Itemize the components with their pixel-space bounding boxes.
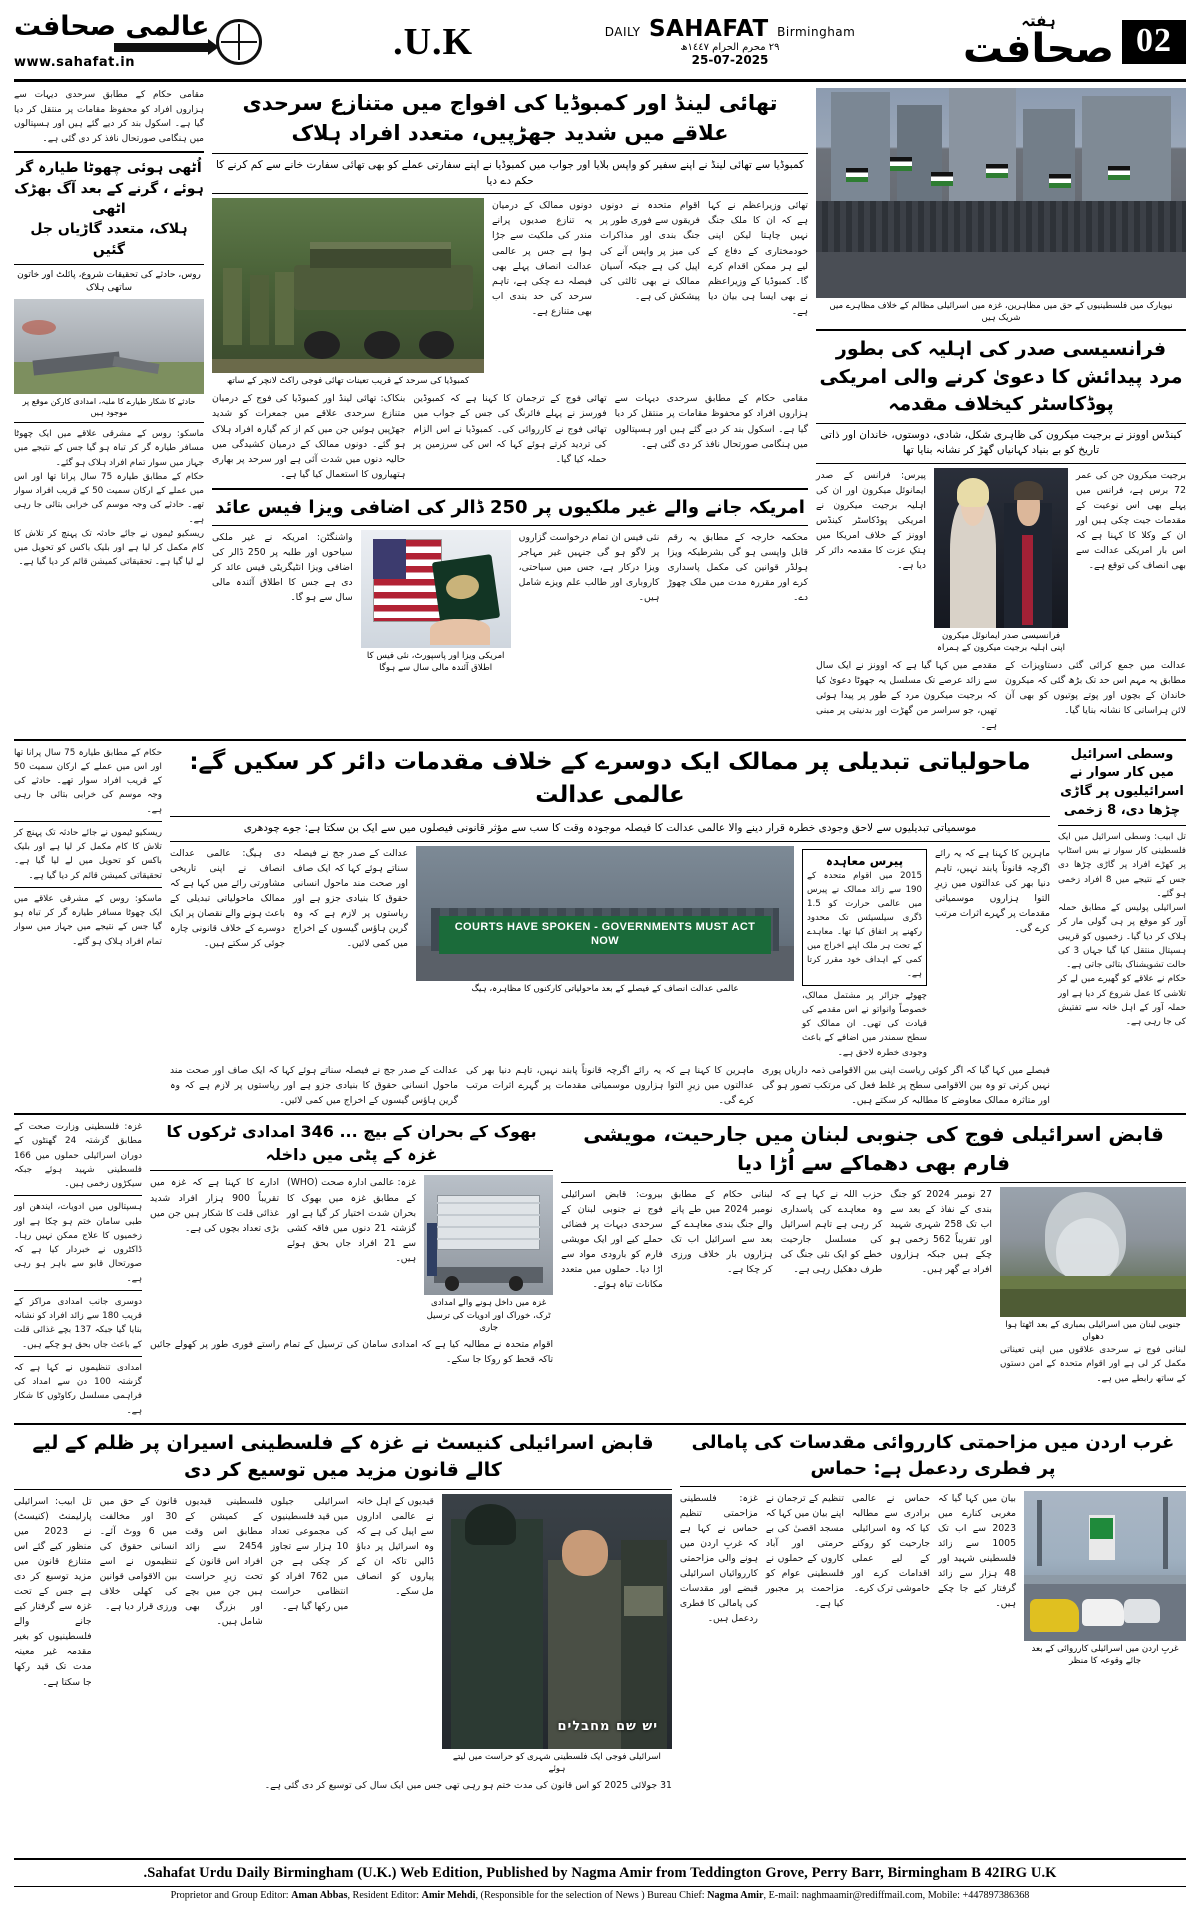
passport-photo-caption: امریکی ویزا اور پاسپورٹ، نئی فیس کا اطلاق آئندہ مالی سال سے ہوگا	[366, 650, 505, 673]
macron-col-3: عدالت میں جمع کرائی گئی دستاویزات کے مطابق یہ مہم اس حد تک بڑھ گئی کہ میکرون خاندان کے بچوں اور پوتے پوتیوں کو بھی آن لائن ہراسانی کا نشانہ بنایا گیا۔	[1005, 660, 1186, 717]
footer-publisher-line: Sahafat Urdu Daily Birmingham (U.K.) Web Edition, Published by Nagma Amir from Teddington Grove, Perry Barr, Birmingham B 42IRG U.K.	[14, 1858, 1186, 1882]
passport-photo	[361, 530, 511, 648]
lebanon-col-1: بیروت: قابض اسرائیلی فوج نے جنوبی لبنان کے سرحدی دیہات پر فضائی حملے کیے اور ایک مویشی فارم کو بارودی مواد سے اڑا دیا۔ حملوں میں متعدد مکانات تباہ ہوئے۔	[561, 1189, 663, 1291]
climate-col-5: ماہرین کا کہنا ہے کہ یہ رائے اگرچہ قانوناً پابند نہیں، تاہم دنیا بھر کی عدالتوں میں زیرِ التوا ہزاروں موسمیاتی مقدمات پر گہرے اثرات مرتب کرے گی۔	[935, 847, 1050, 935]
knesset-col-6: 31 جولائی 2025 کو اس قانون کی مدت ختم ہو رہی تھی جس میں ایک سال کی توسیع کر دی گئی ہے۔	[264, 1780, 672, 1791]
gaza-hunger-col-2: ہسپتالوں میں ادویات، ایندھن اور طبی سامان ختم ہو چکا ہے اور زخمیوں کا علاج ممکن نہیں رہا۔ ڈاکٹروں نے خبردار کیا ہے کہ صورتحال قابو سے باہر ہو رہی ہے۔	[14, 1202, 142, 1284]
knesset-col-1: تل ابیب: اسرائیلی پارلیمنٹ (کنیسٹ) نے 2023 میں منظور کیے گئے اس متنازع قانون میں مزید توسیع کر دی ہے جس کے تحت غزہ سے گرفتار کیے جانے والے فلسطینیوں کو بغیر مقدمہ غیر معینہ مدت تک قید رکھا جا سکتا ہے۔	[14, 1495, 92, 1688]
hamas-col-3: حماس نے عالمی برادری سے مطالبہ کیا کہ وہ اسرائیلی جارحیت کو روکنے کے لیے عملی اقدامات کرے اور خاموشی ترک کرے۔	[851, 1493, 930, 1595]
israel-car-headline: وسطی اسرائیل میں کار سوار نے اسرائیلیوں پر گاڑی چڑھا دی، 8 زخمی	[1060, 746, 1184, 819]
protest-photo	[816, 88, 1186, 298]
knesset-col-4: اسرائیلی جیلوں میں قید فلسطینیوں کی مجموعی تعداد 10 ہزار سے تجاوز کر چکی ہے جن میں 762 افراد کو انتظامی حراست میں رکھا گیا ہے۔	[270, 1495, 349, 1613]
urdu-logo-text: صحافت	[962, 26, 1114, 72]
hamas-headline: غرب اردن میں مزاحمتی کارروائی مقدسات کی پامالی پر فطری ردعمل ہے: حماس	[691, 1431, 1175, 1479]
plane-crash-col-2: حکام کے مطابق طیارہ 75 سال پرانا تھا اور اس میں عملے کے ارکان سمیت 50 کے قریب افراد سوار تھے۔ حادثے کی وجہ موسم کی خرابی بتائی جا رہی ہے۔	[14, 471, 204, 525]
knesset-col-5: قیدیوں کے اہل خانہ نے عالمی اداروں سے اپیل کی ہے کہ وہ اسرائیل پر دباؤ ڈالیں تاکہ ان کے پیاروں کو انصاف مل سکے۔	[356, 1495, 434, 1598]
launcher-photo-caption: کمبوڈیا کی سرحد کے قریب تعینات تھائی فوجی راکٹ لانچر کے ساتھ	[226, 376, 470, 387]
section-top	[14, 88, 1186, 734]
plane-crash-headline: اُٹھی ہوئی چھوٹا طیارہ گر ہوئے ، گرنے کے بعد آگ بھڑک اٹھی	[14, 160, 204, 217]
photo-overlay-text: יש שם מחבלים	[557, 1718, 659, 1734]
climate-block	[170, 746, 1050, 1109]
israel-car-block	[1058, 746, 1186, 1109]
visa-col-1: واشنگٹن: امریکہ نے غیر ملکی سیاحوں اور طلبہ پر 250 ڈالر کی اضافی ویزا انٹیگریٹی فیس عائد کر دی ہے جس کا اطلاق آئندہ مالی سال سے ہو گا۔	[211, 531, 353, 603]
footer-label-bureau: , (Responsible for the selection of News ) Bureau Chief:	[475, 1890, 705, 1901]
macron-col-4: برجیت میکرون جن کی عمر 72 برس ہے، فرانس میں پہلے بھی اس نوعیت کے مقدمات جیت چکی ہیں اور ان کے وکلا کا کہنا ہے کہ اس بار امریکی عدالت سے بھی انصاف کی توقع ہے۔	[1076, 470, 1186, 572]
column-mid-top	[212, 88, 808, 734]
gaza-aid-col-2: ادارے کا کہنا ہے کہ غزہ میں تقریباً 900 ہزار افراد شدید غذائی قلت کا شکار ہیں جن میں بڑی تعداد بچوں کی ہے۔	[150, 1177, 280, 1234]
visa-headline: امریکہ جانے والے غیر ملکیوں پر 250 ڈالر کی اضافی ویزا فیس عائد	[215, 496, 805, 518]
footer-mobile: +447897386368	[962, 1890, 1030, 1901]
footer-label-proprietor: Proprietor and Group Editor:	[170, 1890, 289, 1901]
masthead	[14, 10, 1186, 82]
rocket-launcher-photo	[212, 198, 484, 373]
thailand-col-5: اقوام متحدہ نے دونوں فریقوں سے فوری طور پر جنگ بندی اور مذاکرات کی میز پر واپس آنے کی اپیل کی ہے جبکہ آسیان ممالک نے بھی ثالثی کی پیشکش کی ہے۔	[600, 200, 700, 302]
globe-icon	[216, 19, 262, 65]
thailand-col-4: دونوں ممالک کے درمیان یہ تنازع صدیوں پرانے مندر کی ملکیت سے جڑا ہوا ہے جس پر عالمی عدالت انصاف پہلے بھی فیصلہ دے چکی ہے، تاہم سرحد کی حد بندی اب بھی متنازع ہے۔	[492, 200, 592, 317]
masthead-center	[605, 16, 856, 68]
gaza-aid-col-1: غزہ: عالمی ادارہ صحت (WHO) کے مطابق غزہ میں بھوک کا بحران شدت اختیار کر گیا ہے اور گزشتہ 21 دنوں میں فاقہ کشی سے 21 افراد جاں بحق ہوئے ہیں۔	[287, 1177, 417, 1264]
hamas-street-photo	[1024, 1491, 1186, 1641]
section-lebanon	[14, 1120, 1186, 1418]
footer-email[interactable]: naghmaamir@rediffmail.com	[801, 1890, 923, 1901]
gaza-aid-col-3: اقوام متحدہ نے مطالبہ کیا ہے کہ امدادی سامان کی ترسیل کے تمام راستے فوری طور پر کھولے جائیں تاکہ قحط کو روکا جا سکے۔	[150, 1338, 554, 1365]
thailand-sidebar-text: مقامی حکام کے مطابق سرحدی دیہات سے ہزاروں افراد کو محفوظ مقامات پر منتقل کر دیا گیا ہے۔ اسکول بند کر دیے گئے ہیں اور ہسپتالوں میں ہنگامی صورتحال نافذ کر دی گئی ہے۔	[14, 90, 204, 144]
paris-box-title: پیرس معاہدہ	[825, 853, 904, 868]
israel-car-col-2: اسرائیلی پولیس کے مطابق حملہ آور کو موقع پر ہی گولی مار کر ہلاک کر دیا گیا۔ زخمیوں کو قریبی ہسپتال منتقل کیا گیا جہاں 3 کی حالت تشویشناک بتائی جاتی ہے۔	[1058, 903, 1186, 971]
lebanon-block	[561, 1120, 1186, 1418]
aid-trucks-photo	[424, 1175, 553, 1295]
hamas-col-4: بیان میں کہا گیا کہ مغربی کنارے میں 2023 سے اب تک 1005 سے زائد فلسطینی شہید اور 48 ہزار سے زائد گرفتار کیے جا چکے ہیں۔	[937, 1493, 1016, 1610]
masthead-urdu-date: ٢٩ محرم الحرام ١٤٤٧ھ	[680, 42, 780, 54]
thailand-headline: تھائی لینڈ اور کمبوڈیا کی افواج میں متنازع سرحدی علاقے میں شدید جھڑپیں، متعدد افراد ہلاک	[242, 91, 778, 146]
knesset-col-3: فلسطینی قیدیوں کے کمیشن کے مطابق اس وقت 2454 سے زائد افراد اس قانون کے تحت زیرِ حراست ہیں جن میں بچے اور بزرگ بھی شامل ہیں۔	[185, 1495, 263, 1628]
footer-label-resident: , Resident Editor:	[347, 1890, 420, 1901]
urdu-logo-small: ہفتہ	[1021, 12, 1056, 30]
thailand-subhead: کمبوڈیا سے تھائی لینڈ نے اپنے سفیر کو واپس بلایا اور جواب میں کمبوڈیا نے اپنے سفارتی عملے کو بھی تھائی سفارت خانے سے کم کرنے کا حکم دے دیا	[215, 158, 805, 187]
footer-bureau-chief: Nagma Amir	[707, 1890, 764, 1901]
gaza-aid-block	[150, 1120, 553, 1418]
plane-crash-tail-3: ماسکو: روس کے مشرقی علاقے میں ایک چھوٹا مسافر طیارہ گر کر تباہ ہو گیا جس کے نتیجے میں جہاز میں سوار تمام افراد ہلاک ہو گئے۔	[14, 893, 162, 947]
climate-col-3b: ماہرین کا کہنا ہے کہ یہ رائے اگرچہ قانوناً پابند نہیں، تاہم دنیا بھر کی عدالتوں میں زیرِ التوا ہزاروں موسمیاتی مقدمات پر گہرے اثرات مرتب کرے گی۔	[466, 1064, 754, 1107]
climate-col-3: فیصلے میں کہا گیا کہ اگر کوئی ریاست اپنی بین الاقوامی ذمہ داریاں پوری نہیں کرتی تو وہ بین الاقوامی سطح پر غلط فعل کی مرتکب تصور ہو گی اور متاثرہ ممالک معاوضے کا مطالبہ کر سکتے ہیں۔	[762, 1064, 1050, 1107]
masthead-daily: DAILY	[604, 24, 641, 39]
knesset-col-2: قانون کے حق میں 30 اور مخالفت میں 6 ووٹ آئے۔ انسانی حقوق کی تنظیموں نے اسے بین الاقوامی قوانین کی کھلی خلاف ورزی قرار دیا ہے۔	[99, 1495, 178, 1613]
footer-resident-editor: Amir Mehdi	[421, 1890, 476, 1901]
paris-box-text: 2015 میں اقوام متحدہ کے 190 سے زائد ممالک نے پیرس میں عالمی حرارت کو 1.5 ڈگری سیلسیئس تک محدود رکھنے پر اتفاق کیا تھا۔ معاہدے کے تحت ہر ملک اپنے اخراج میں کمی کے اہداف خود مقرر کرتا ہے۔	[807, 871, 922, 979]
gaza-hunger-col-3: دوسری جانب امدادی مراکز کے قریب 180 سے زائد افراد کو نشانہ بنایا گیا جبکہ 137 بچے غذائی قلت کے باعث جاں بحق ہو چکے ہیں۔	[14, 1296, 142, 1350]
climate-protest-photo	[416, 846, 794, 981]
plane-crash-col-1: ماسکو: روس کے مشرقی علاقے میں ایک چھوٹا مسافر طیارہ گر کر تباہ ہو گیا جس کے نتیجے میں جہاز میں سوار تمام افراد ہلاک ہو گئے۔	[14, 429, 204, 468]
lebanon-col-2: لبنانی حکام کے مطابق نومبر 2024 میں طے پانے والے جنگ بندی معاہدے کے بعد سے اسرائیل اب تک ہزاروں بار خلاف ورزی کر چکا ہے۔	[670, 1189, 773, 1276]
lebanon-col-3: حزب اللہ نے کہا ہے کہ وہ معاہدے کی پاسداری کر رہی ہے تاہم اسرائیل کی مسلسل جارحیت خطے کو ایک نئی جنگ کی طرف دھکیل رہی ہے۔	[780, 1189, 883, 1276]
soldier-photo-caption: اسرائیلی فوجی ایک فلسطینی شہری کو حراست میں لیتے ہوئے	[452, 1751, 661, 1774]
plane-crash-col-3: ریسکیو ٹیموں نے جائے حادثہ تک پہنچ کر تلاش کا کام مکمل کر لیا ہے اور بلیک باکس کو تحویل میں لے لیا گیا ہے۔ تحقیقاتی کمیشن قائم کر دیا گیا ہے۔	[14, 528, 204, 568]
masthead-city: Birmingham	[777, 24, 856, 39]
climate-headline: ماحولیاتی تبدیلی پر ممالک ایک دوسرے کے خلاف مقدمات دائر کر سکیں گے: عالمی عدالت	[189, 748, 1031, 808]
footer-label-email: , E-mail:	[763, 1890, 800, 1901]
thailand-col-6: تھائی وزیراعظم نے کہا ہے کہ ان کا ملک جنگ نہیں چاہتا لیکن اپنی خودمختاری کے دفاع کے لیے ہر ممکن اقدام کرے گا۔ کمبوڈیا کے وزیراعظم نے بھی ایسا ہی بیان دیا ہے۔	[708, 200, 808, 317]
climate-col-2: عدالت کے صدر جج نے فیصلہ سناتے ہوئے کہا کہ ایک صاف اور صحت مند ماحول انسانی حقوق کا بنیادی جزو ہے اور ریاستوں پر لازم ہے کہ وہ گرین ہاؤس گیسوں کے اخراج میں کمی لائیں۔	[293, 847, 408, 950]
footer-label-mobile: , Mobile:	[922, 1890, 960, 1901]
lebanon-smoke-photo	[1000, 1187, 1186, 1317]
protest-banner: COURTS HAVE SPOKEN - GOVERNMENTS MUST ACT NOW	[439, 916, 772, 954]
urdu-logo	[962, 12, 1114, 72]
hamas-block	[680, 1430, 1186, 1793]
macron-col-1: پیرس: فرانس کے صدر ایمانوئل میکرون اور ان کی اہلیہ برجیت میکرون نے امریکی پوڈکاسٹر کینڈس اوونز کے خلاف امریکا میں ہتکِ عزت کا مقدمہ دائر کر دیا ہے۔	[816, 470, 926, 572]
plane-crash-subhead: ہلاک، متعدد گاڑیاں جل گئیں	[30, 221, 188, 258]
visa-col-3: محکمہ خارجہ کے مطابق یہ رقم قابل واپسی ہو گی بشرطیکہ ویزا ہولڈر قوانین کی مکمل پاسداری کرے اور مقررہ مدت میں ملک چھوڑ دے۔	[667, 531, 808, 603]
aid-photo-caption: غزہ میں داخل ہونے والے امدادی ٹرک، خوراک اور ادویات کی ترسیل جاری	[426, 1298, 551, 1333]
brand-urdu: عالمی صحافت	[14, 11, 210, 42]
section-bottom	[14, 1430, 1186, 1793]
plane-crash-note: روس، حادثے کی تحقیقات شروع، پائلٹ اور خاتون ساتھی ہلاک	[17, 269, 201, 294]
gaza-hunger-block	[14, 1120, 142, 1418]
climate-subhead: موسمیاتی تبدیلیوں سے لاحق وجودی خطرہ قرار دینے والا عالمی عدالت کا فیصلہ موجودہ وقت کا سب سے مؤثر قانونی فیصلوں میں سے ایک بن سکتا ہے: جوے چودھری	[243, 822, 977, 835]
israel-car-col-1: تل ابیب: وسطی اسرائیل میں ایک فلسطینی کار سوار نے بس اسٹاپ پر کھڑے افراد پر گاڑی چڑھا دی جس کے نتیجے میں 8 افراد زخمی ہو گئے۔	[1058, 831, 1186, 899]
macron-photo	[934, 468, 1068, 628]
masthead-title-line	[605, 16, 856, 42]
plane-crash-tail-1: حکام کے مطابق طیارہ 75 سال پرانا تھا اور اس میں عملے کے ارکان سمیت 50 کے قریب افراد سوار تھے۔ حادثے کی وجہ موسم کی خرابی بتائی جا رہی ہے۔	[14, 747, 163, 815]
macron-headline: فرانسیسی صدر کی اہلیہ کی بطور مرد پیدائش کا دعویٰ کرنے والی امریکی پوڈکاسٹر کیخلاف مقدمہ	[819, 338, 1183, 416]
masthead-date: 25-07-2025	[691, 52, 769, 67]
plane-crash-tail	[14, 746, 162, 1109]
lebanon-col-4: 27 نومبر 2024 کو جنگ بندی کے نفاذ کے بعد سے اب تک 258 شہری شہید اور تقریباً 562 زخمی ہو چکے ہیں جبکہ ہزاروں افراد بے گھر ہیں۔	[890, 1189, 992, 1276]
brand-block	[14, 13, 210, 70]
paris-agreement-box	[802, 849, 927, 986]
footer-proprietor-name: Aman Abbas	[291, 1890, 348, 1901]
climate-col-3c: عدالت کے صدر جج نے فیصلہ سناتے ہوئے کہا کہ ایک صاف اور صحت مند ماحول انسانی حقوق کا بنیادی جزو ہے اور ریاستوں پر لازم ہے کہ وہ گرین ہاؤس گیسوں کے اخراج میں کمی لائیں۔	[170, 1064, 458, 1107]
knesset-headline: قابض اسرائیلی کنیسٹ نے غزہ کے فلسطینی اسیران پر ظلم کے لیے کالے قانون مزید میں توسیع کر دی	[32, 1431, 654, 1482]
macron-col-2: مقدمے میں کہا گیا ہے کہ اوونز نے ایک سال سے زائد عرصے تک مسلسل یہ جھوٹا دعویٰ کیا کہ برجیت میکرون مرد کے طور پر پیدا ہوئی تھیں، جو سراسر من گھڑت اور بدنیتی پر مبنی ہے۔	[816, 660, 997, 732]
wreck-photo-caption: حادثے کا شکار طیارے کا ملبہ، امدادی کارکن موقع پر موجود ہیں	[22, 396, 196, 417]
website-url: www.sahafat.in	[14, 55, 135, 70]
hamas-col-2: تنظیم کے ترجمان نے اپنے بیان میں کہا کہ مسجد اقصیٰ کی بے حرمتی اور آباد کاروں کے حملوں نے فلسطینی عوام کو مزاحمت پر مجبور کیا ہے۔	[765, 1493, 844, 1610]
masthead-left	[962, 12, 1186, 72]
page-footer	[14, 1858, 1186, 1901]
visa-col-2: نئی فیس ان تمام درخواست گزاروں پر لاگو ہو گی جنہیں غیر مہاجر ویزا درکار ہے، جس میں سیاحتی، کاروباری اور طالب علم ویزے شامل ہیں۔	[518, 531, 660, 603]
footer-credits-line	[14, 1886, 1186, 1901]
thailand-col-2: تھائی فوج کے ترجمان کا کہنا ہے کہ کمبوڈین فورسز نے پہلے فائرنگ کی جس کے جواب میں تھائی فوج نے کارروائی کی۔ کمبوڈیا نے اس الزام کی تردید کرتے ہوئے کہا کہ اس کی سرزمین پر حملہ کیا گیا۔	[413, 393, 607, 465]
macron-subhead: کینڈس اوونز نے برجیت میکرون کی ظاہری شکل، شادی، دوستوں، خاندان اور ذاتی تاریخ کو بے بنیاد کہانیاں گھڑ کر نشانہ بنایا تھا	[820, 428, 1182, 457]
column-left-top	[816, 88, 1186, 734]
lebanon-photo-caption: جنوبی لبنان میں اسرائیلی بمباری کے بعد اٹھتا ہوا دھواں	[1005, 1320, 1181, 1343]
climate-photo-caption: عالمی عدالت انصاف کے فیصلے کے بعد ماحولیاتی کارکنوں کا مظاہرہ، ہیگ	[471, 983, 739, 994]
wreck-photo	[14, 299, 204, 394]
column-right-top	[14, 88, 204, 734]
hamas-photo-caption: غربِ اردن میں اسرائیلی کارروائی کے بعد جائے وقوعہ کا منظر	[1031, 1644, 1179, 1667]
page-number: 02	[1122, 20, 1186, 64]
hamas-col-1: غزہ: فلسطینی مزاحمتی تنظیم حماس نے کہا ہے کہ غربِ اردن میں ہونے والی مزاحمتی کارروائیاں اسرائیلی قبضے اور مقدسات کی پامالی کا فطری ردعمل ہیں۔	[679, 1493, 758, 1625]
israel-car-col-3: حکام نے علاقے کو گھیرے میں لے کر تلاشی کا عمل شروع کر دیا ہے اور حملہ آور کے اہل خانہ سے تفتیش کی جا رہی ہے۔	[1058, 974, 1186, 1028]
macron-photo-caption: فرانسیسی صدر ایمانوئل میکرون اپنی اہلیہ برجیت میکرون کے ہمراہ	[936, 631, 1065, 654]
arrow-icon	[114, 43, 210, 52]
masthead-title: SAHAFAT	[648, 15, 769, 42]
soldier-photo	[442, 1494, 672, 1749]
thailand-col-1: بنکاک: تھائی لینڈ اور کمبوڈیا کی فوج کے درمیان متنازع سرحدی علاقے میں جمعرات کو شدید جھڑپیں ہوئیں جن میں کم از کم گیارہ افراد ہلاک ہو گئے۔ دونوں ممالک کے درمیان کشیدگی میں حالیہ دنوں میں شدت آئی ہے اور سرحد پر بھاری ہتھیاروں کا استعمال کیا گیا ہے۔	[212, 393, 406, 480]
gaza-aid-headline: بھوک کے بحران کے بیچ ... 346 امدادی ٹرکوں کا غزہ کے پٹی میں داخلہ	[166, 1122, 537, 1165]
climate-col-4: چھوٹے جزائر پر مشتمل ممالک، خصوصاً وانواتو نے اس مقدمے کی قیادت کی تھی۔ ان ممالک کو سطح سمندر میں اضافے کے باعث وجودی خطرہ لاحق ہے۔	[802, 990, 927, 1058]
lebanon-headline: قابض اسرائیلی فوج کی جنوبی لبنان میں جارحیت، مویشی فارم بھی دھماکے سے اُڑا دیا	[583, 1122, 1164, 1176]
gaza-hunger-col-4: امدادی تنظیموں نے کہا ہے کہ گزشتہ 100 دن سے امداد کی فراہمی مسلسل رکاوٹوں کا شکار ہے۔	[14, 1362, 142, 1416]
section-climate	[14, 746, 1186, 1109]
climate-col-1: دی ہیگ: عالمی عدالت انصاف نے اپنی تاریخی مشاورتی رائے میں کہا ہے کہ ممالک ماحولیاتی تبدیلی کے باعث ہونے والے نقصان پر ایک دوسرے کے خلاف قانونی چارہ جوئی کر سکتے ہیں۔	[170, 847, 285, 950]
gaza-hunger-col-1: غزہ: فلسطینی وزارت صحت کے مطابق گزشتہ 24 گھنٹوں کے دوران اسرائیلی حملوں میں 166 فلسطینی شہید ہوئے جبکہ سیکڑوں زخمی ہیں۔	[14, 1122, 142, 1190]
thailand-col-3: مقامی حکام کے مطابق سرحدی دیہات سے ہزاروں افراد کو محفوظ مقامات پر منتقل کر دیا گیا ہے۔ اسکول بند کر دیے گئے ہیں اور ہسپتالوں میں ہنگامی صورتحال نافذ کر دی گئی ہے۔	[614, 393, 808, 450]
lebanon-col-5: لبنانی فوج نے سرحدی علاقوں میں اپنی تعیناتی مکمل کر لی ہے اور اقوام متحدہ کے امن دستوں کے ساتھ رابطے میں ہے۔	[1000, 1345, 1186, 1384]
protest-photo-caption: نیویارک میں فلسطینیوں کے حق میں مظاہرین، غزہ میں اسرائیلی مظالم کے خلاف مظاہرے میں شریک ہیں	[829, 301, 1173, 324]
section-label: U.K.	[393, 20, 474, 63]
masthead-right	[14, 13, 262, 70]
plane-crash-tail-2: ریسکیو ٹیموں نے جائے حادثہ تک پہنچ کر تلاش کا کام مکمل کر لیا ہے اور بلیک باکس کو تحویل میں لے لیا گیا ہے۔ تحقیقاتی کمیشن قائم کر دیا گیا ہے۔	[14, 827, 162, 881]
knesset-block	[14, 1430, 672, 1793]
